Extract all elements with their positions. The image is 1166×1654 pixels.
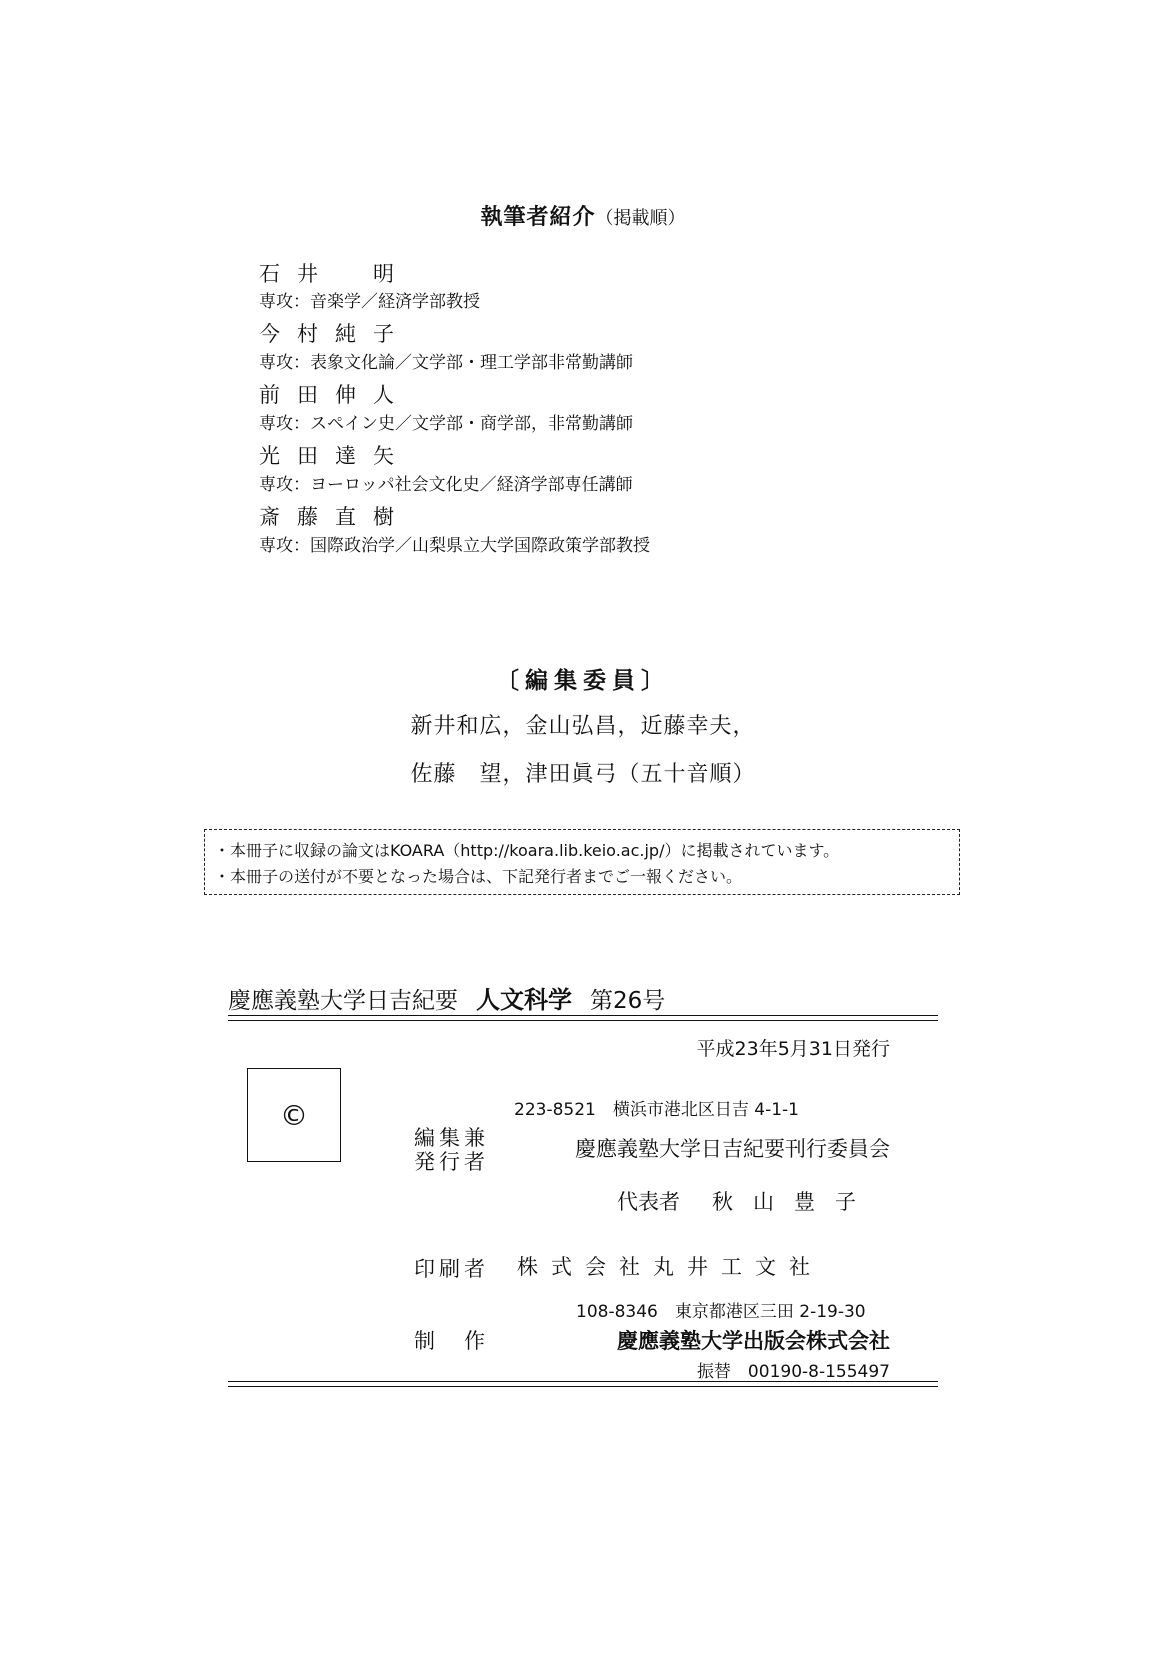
contributors-title: 執筆者紹介 <box>480 205 596 230</box>
producer-label: 制 作 <box>414 1329 489 1353</box>
author-name: 今村純子 <box>259 322 411 346</box>
author-desc: 専攻：ヨーロッパ社会文化史／経済学部専任講師 <box>259 475 633 495</box>
printer-label: 印刷者 <box>414 1257 489 1281</box>
notice-line-2: ・本冊子の送付が不要となった場合は、下記発行者までご一報ください。 <box>214 867 743 886</box>
author-name: 石井 明 <box>259 262 411 286</box>
bottom-rule <box>228 1381 938 1382</box>
author-desc: 専攻：国際政治学／山梨県立大学国際政策学部教授 <box>259 536 650 556</box>
author-desc: 専攻：表象文化論／文学部・理工学部非常勤講師 <box>259 353 633 373</box>
contributors-subtitle: （掲載順） <box>595 208 686 229</box>
copyright-box <box>247 1068 341 1162</box>
publisher-address: 223-8521 横浜市港北区日吉 4-1-1 <box>514 1100 799 1120</box>
top-rule <box>228 1020 938 1021</box>
contributors-heading <box>0 200 1166 231</box>
committee-line-2: 佐藤 望，津田眞弓（五十音順） <box>410 762 756 787</box>
author-name: 前田伸人 <box>259 383 411 407</box>
producer-address: 108-8346 東京都港区三田 2-19-30 <box>576 1302 866 1322</box>
publisher-name: 慶應義塾大学日吉紀要刊行委員会 <box>575 1137 890 1161</box>
printer-name: 株式会社丸井工文社 <box>517 1255 823 1279</box>
copyright-icon: © <box>280 1098 308 1132</box>
transfer-account: 振替 00190-8-155497 <box>696 1362 890 1382</box>
author-desc: 専攻：音楽学／経済学部教授 <box>259 292 480 312</box>
journal-name: 慶應義塾大学日吉紀要 <box>228 988 458 1014</box>
representative-label: 代表者 <box>617 1190 680 1214</box>
author-name: 光田達矢 <box>259 444 411 468</box>
representative-name: 秋山豊子 <box>712 1190 876 1214</box>
author-name: 斎藤直樹 <box>259 505 411 529</box>
author-desc: 専攻：スペイン史／文学部・商学部，非常勤講師 <box>259 414 633 434</box>
journal-title <box>228 980 665 1015</box>
committee-line-1: 新井和広，金山弘昌，近藤幸夫， <box>410 714 756 739</box>
volume-name: 人文科学 <box>476 986 572 1014</box>
editor-label-2: 発行者 <box>414 1150 489 1174</box>
editor-label-1: 編集兼 <box>414 1126 489 1150</box>
issue-number: 第26号 <box>590 988 666 1014</box>
committee-title: 〔編集委員〕 <box>496 668 670 694</box>
publication-date: 平成23年5月31日発行 <box>696 1038 890 1060</box>
top-rule <box>228 1015 938 1016</box>
bottom-rule <box>228 1386 938 1387</box>
notice-line-1: ・本冊子に収録の論文はKOARA（http://koara.lib.keio.ac.jp/）に掲載されています。 <box>214 841 840 860</box>
producer-name: 慶應義塾大学出版会株式会社 <box>617 1329 890 1353</box>
